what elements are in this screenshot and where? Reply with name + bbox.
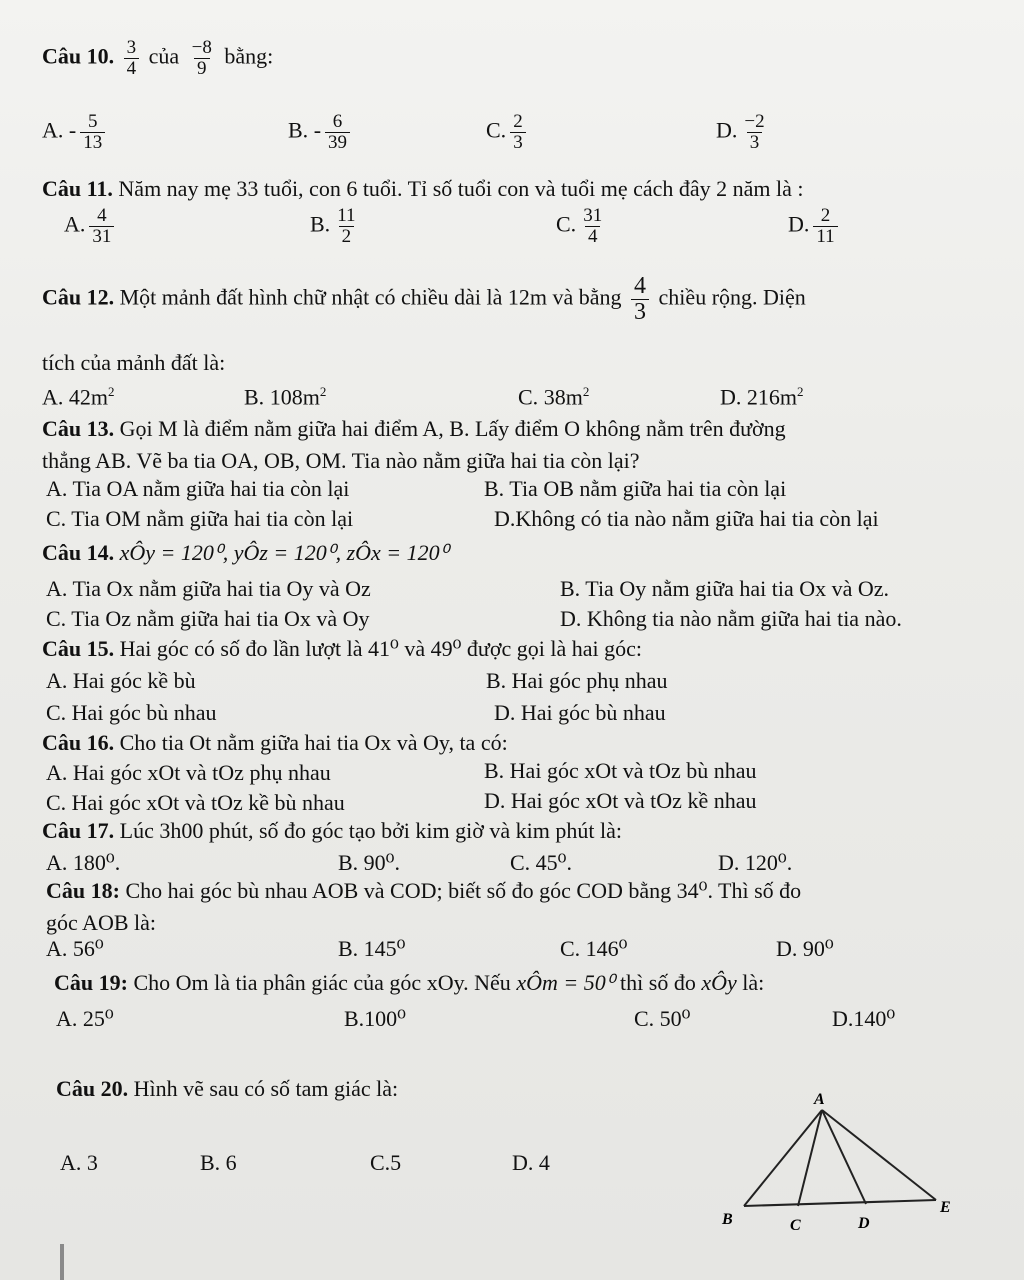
option-d: D. 120⁰. — [718, 850, 793, 875]
question-20 — [56, 1076, 398, 1102]
option-b: B. 6 — [200, 1150, 237, 1175]
question-label: Câu 14. — [42, 540, 115, 565]
question-text: Lúc 3h00 phút, số đo góc tạo bởi kim giờ và kim phút là: — [119, 818, 622, 843]
question-11 — [42, 176, 804, 202]
option-b: B. - $\frac{6}{39}$ — [288, 112, 354, 153]
option-c: C. Hai góc bù nhau — [46, 700, 217, 725]
question-label: Câu 19: — [54, 970, 128, 995]
option-d: D. Không tia nào nằm giữa hai tia nào. — [560, 606, 902, 631]
question-text: Năm nay mẹ 33 tuổi, con 6 tuổi. Tỉ số tuổi con và tuổi mẹ cách đây 2 năm là : — [118, 176, 804, 201]
option-b: B. Tia Oy nằm giữa hai tia Ox và Oz. — [560, 576, 890, 601]
option-a: A. 3 — [60, 1150, 98, 1175]
option-a: A. 56⁰ — [46, 936, 104, 961]
option-d: D. $\frac{2}{11}$ — [788, 206, 842, 247]
option-b: B.100⁰ — [344, 1006, 406, 1031]
option-a: A. Tia Ox nằm giữa hai tia Oy và Oz — [46, 576, 371, 601]
question-label: Câu 13. — [42, 416, 115, 441]
question-text: Cho Om là tia phân giác của góc xOy. Nếu — [133, 970, 511, 995]
question-label: Câu 16. — [42, 730, 115, 755]
option-c: C. $\frac{31}{4}$ — [556, 205, 603, 247]
option-b: B. Tia OB nằm giữa hai tia còn lại — [484, 476, 787, 501]
option-d: D.Không có tia nào nằm giữa hai tia còn lại — [494, 506, 879, 531]
option-d: D. Hai góc xOt và tOz kề nhau — [484, 788, 757, 813]
option-d: D. $216m^2$ — [720, 384, 804, 410]
segment-ae — [822, 1110, 936, 1200]
question-text: chiều rộng. Diện — [658, 284, 806, 310]
option-c: C. Tia Oz nằm giữa hai tia Ox và Oy — [46, 606, 370, 631]
fraction: $\frac{3}{4}$ — [124, 38, 140, 79]
option-b: B. Hai góc xOt và tOz bù nhau — [484, 758, 757, 783]
question-label: Câu 15. — [42, 636, 115, 661]
question-14 — [42, 540, 448, 566]
option-a: A. Tia OA nằm giữa hai tia còn lại — [46, 476, 350, 501]
option-d: D. 90⁰ — [776, 936, 834, 961]
question-text: Hình vẽ sau có số tam giác là: — [133, 1076, 399, 1101]
option-d: D. Hai góc bù nhau — [494, 700, 666, 725]
fraction: $\frac{-8}{9}$ — [191, 37, 212, 79]
point-label-e: E — [940, 1199, 951, 1216]
option-b: B. $108m^2$ — [244, 384, 327, 410]
question-text-line2: tích của mảnh đất là: — [42, 350, 226, 375]
question-text-line2: thẳng AB. Vẽ ba tia OA, OB, OM. Tia nào nằm giữa hai tia còn lại? — [42, 448, 640, 473]
option-a: A. $\frac{4}{31}$ — [64, 206, 118, 247]
question-text: thì số đo — [620, 970, 696, 995]
question-text: của — [148, 43, 180, 69]
option-d: D.140⁰ — [832, 1006, 896, 1031]
math-expression: xÔm = 50⁰ — [516, 970, 615, 995]
question-text: Hai góc có số đo lần lượt là 41⁰ và 49⁰ được gọi là hai góc: — [119, 636, 642, 661]
option-c: C. 146⁰ — [560, 936, 628, 961]
option-b: B. Hai góc phụ nhau — [486, 668, 668, 693]
question-10 — [42, 38, 273, 79]
option-c: C. $38m^2$ — [518, 384, 590, 410]
option-c: C. $\frac{2}{3}$ — [486, 112, 530, 153]
option-a: A. Hai góc kề bù — [46, 668, 196, 693]
point-label-c: C — [790, 1217, 801, 1234]
point-label-d: D — [858, 1215, 870, 1232]
point-label-b: B — [722, 1211, 733, 1228]
segment-be — [744, 1200, 936, 1206]
question-18 — [46, 878, 801, 904]
question-text: Gọi M là điểm nằm giữa hai điểm A, B. Lấy điểm O không nằm trên đường — [119, 416, 786, 441]
option-b: B. $\frac{11}{2}$ — [310, 205, 356, 247]
question-label: Câu 11. — [42, 176, 113, 201]
option-c: C. 45⁰. — [510, 850, 572, 875]
question-17 — [42, 818, 622, 844]
question-label: Câu 17. — [42, 818, 115, 843]
question-label: Câu 20. — [56, 1076, 129, 1101]
math-expression: xÔy = 120⁰, yÔz = 120⁰, zÔx = 120⁰ — [119, 540, 449, 565]
fraction: $\frac{4}{3}$ — [631, 274, 649, 325]
question-text: Cho hai góc bù nhau AOB và COD; biết số đo góc COD bằng 34⁰. Thì số đo — [125, 878, 802, 903]
option-d: D. 4 — [512, 1150, 550, 1175]
point-label-a: A — [814, 1091, 825, 1108]
option-c: C. Tia OM nằm giữa hai tia còn lại — [46, 506, 354, 531]
question-16 — [42, 730, 508, 756]
option-a: A. 25⁰ — [56, 1006, 114, 1031]
triangle-figure — [700, 1080, 980, 1240]
question-15 — [42, 636, 642, 662]
question-text: bằng: — [224, 43, 274, 69]
option-c: C.5 — [370, 1150, 402, 1175]
question-label: Câu 12. — [42, 284, 115, 310]
margin-mark — [60, 1244, 64, 1280]
question-19 — [54, 970, 764, 996]
question-text-line2: góc AOB là: — [46, 910, 156, 935]
question-label: Câu 18: — [46, 878, 120, 903]
question-text: Một mảnh đất hình chữ nhật có chiều dài là 12m và bằng — [119, 284, 622, 310]
question-label: Câu 10. — [42, 43, 115, 69]
segment-ad — [822, 1110, 866, 1204]
option-b: B. 145⁰ — [338, 936, 406, 961]
option-a: A. 180⁰. — [46, 850, 121, 875]
option-c: C. 50⁰ — [634, 1006, 691, 1031]
question-12 — [42, 274, 806, 325]
option-b: B. 90⁰. — [338, 850, 400, 875]
option-c: C. Hai góc xOt và tOz kề bù nhau — [46, 790, 345, 815]
question-text: Cho tia Ot nằm giữa hai tia Ox và Oy, ta có: — [119, 730, 508, 755]
option-d: D. $\frac{-2}{3}$ — [716, 111, 765, 153]
option-a: A. $42m^2$ — [42, 384, 115, 410]
option-a: A. - $\frac{5}{13}$ — [42, 112, 109, 153]
option-a: A. Hai góc xOt và tOz phụ nhau — [46, 760, 331, 785]
question-text: là: — [742, 970, 765, 995]
question-13 — [42, 416, 786, 442]
math-expression: xÔy — [701, 970, 737, 995]
